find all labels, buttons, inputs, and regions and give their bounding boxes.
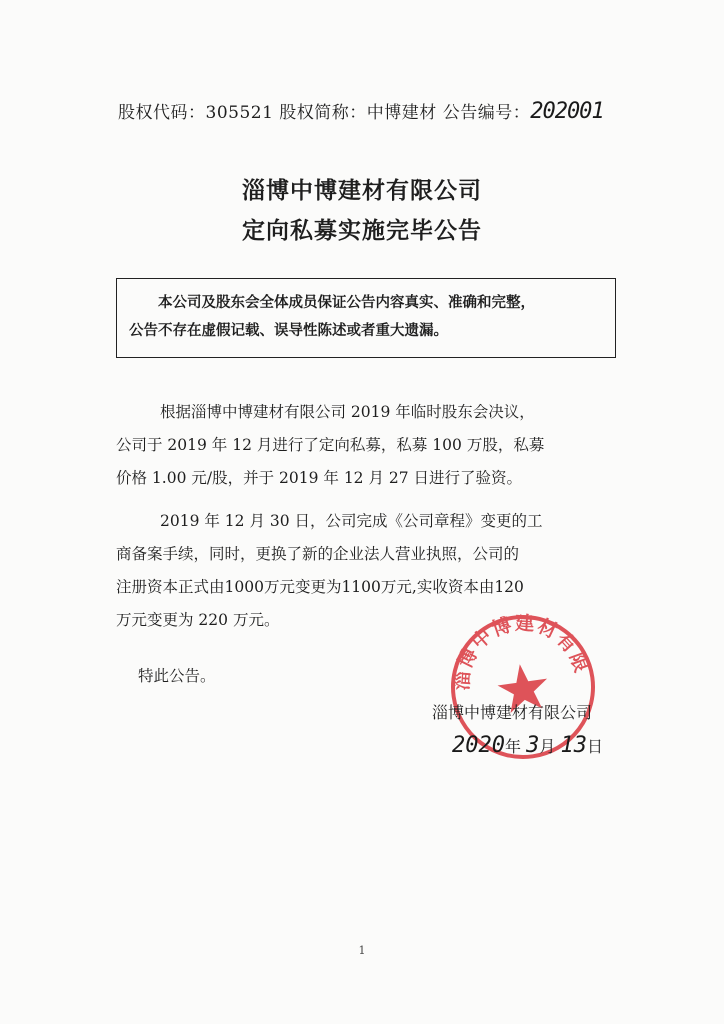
disclaimer-line: 本公司及股东会全体成员保证公告内容真实、准确和完整， <box>158 294 535 311</box>
header-text: 股权代码：305521 股权简称：中博建材 公告编号： <box>118 103 531 123</box>
signoff-company: 淄博中博建材有限公司 <box>432 703 593 722</box>
day-label: 日 <box>586 737 603 756</box>
body-line: 价格 1.00 元/股，并于 2019 年 12 月 27 日进行了验资。 <box>116 469 523 487</box>
announcement-title: 定向私募实施完毕公告 <box>242 217 482 244</box>
company-title: 淄博中博建材有限公司 <box>242 177 482 204</box>
handwritten-year: 2020 <box>452 733 505 758</box>
disclaimer-box <box>116 278 616 358</box>
body-line: 根据淄博中博建材有限公司 2019 年临时股东会决议， <box>160 403 535 421</box>
body-line: 商备案手续，同时，更换了新的企业法人营业执照，公司的 <box>116 545 520 563</box>
closing-line: 特此公告。 <box>138 667 216 685</box>
handwritten-month: 3 <box>526 733 540 758</box>
body-paragraph-1 <box>116 396 616 495</box>
seal-text: 淄博中博建材有限 <box>450 612 593 691</box>
body-line: 万元变更为 220 万元。 <box>116 611 280 629</box>
page-number: 1 <box>358 944 366 957</box>
signoff-date <box>452 733 603 758</box>
handwritten-day: 13 <box>560 733 587 758</box>
handwritten-announcement-number: 202001 <box>530 99 604 124</box>
disclaimer-line: 公告不存在虚假记载、误导性陈述或者重大遗漏。 <box>129 322 448 339</box>
year-label: 年 <box>504 737 521 756</box>
announcement-header <box>118 98 604 124</box>
body-line: 公司于 2019 年 12 月进行了定向私募，私募 100 万股，私募 <box>116 436 545 454</box>
body-line: 2019 年 12 月 30 日，公司完成《公司章程》变更的工 <box>160 512 543 530</box>
body-line: 注册资本正式由1000万元变更为1100万元,实收资本由120 <box>116 578 524 596</box>
month-label: 月 <box>539 737 556 756</box>
